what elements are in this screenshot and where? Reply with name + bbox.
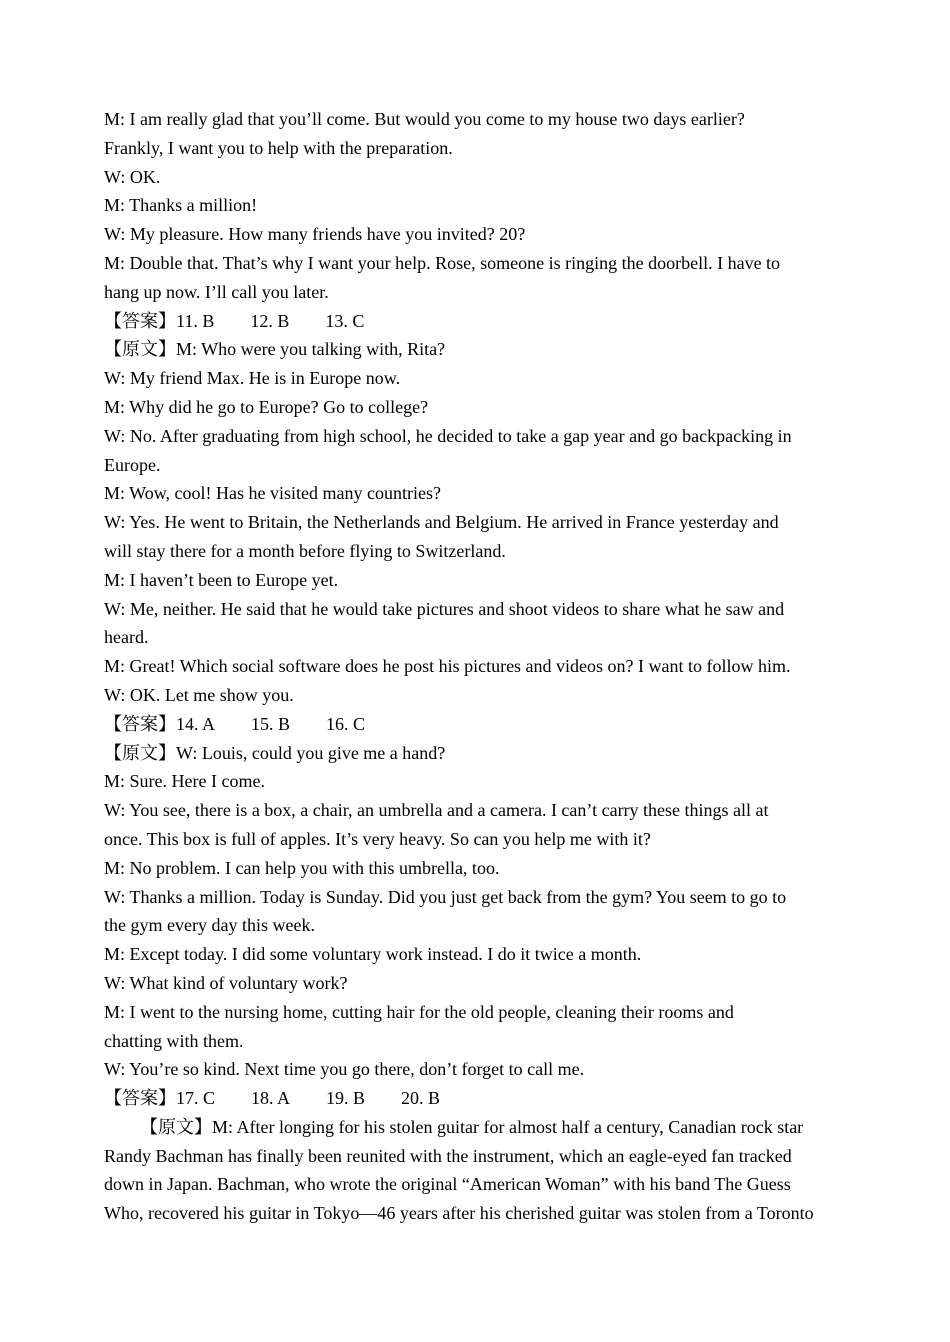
dialogue-line: M: Double that. That’s why I want your help. Rose, someone is ringing the doorbell. I have to xyxy=(104,252,781,273)
source-label: 【原文】 xyxy=(104,742,176,763)
passage-line: Randy Bachman has finally been reunited with the instrument, which an eagle-eyed fan tracked xyxy=(104,1145,792,1166)
dialogue-line: once. This box is full of apples. It’s very heavy. So can you help me with it? xyxy=(104,828,651,849)
passage-first-line xyxy=(104,1113,850,1142)
answer-item: 13. C xyxy=(325,310,365,331)
dialogue-line: W: You’re so kind. Next time you go there, don’t forget to call me. xyxy=(104,1059,585,1080)
dialogue-line: W: You see, there is a box, a chair, an umbrella and a camera. I can’t carry these things all at xyxy=(104,800,769,821)
dialogue-first-line xyxy=(104,335,850,364)
passage xyxy=(104,1113,850,1228)
passage-line: down in Japan. Bachman, who wrote the original “American Woman” with his band The Guess xyxy=(104,1174,791,1195)
source-label: 【原文】 xyxy=(104,339,176,360)
answer-item: 20. B xyxy=(401,1088,441,1109)
dialogue-line: Frankly, I want you to help with the preparation. xyxy=(104,137,453,158)
dialogue-line: M: No problem. I can help you with this umbrella, too. xyxy=(104,857,500,878)
answer-item: 19. B xyxy=(326,1088,366,1109)
dialogue-line: W: What kind of voluntary work? xyxy=(104,972,348,993)
passage-line: Who, recovered his guitar in Tokyo—46 years after his cherished guitar was stolen from a Toronto xyxy=(104,1203,814,1224)
dialogue-3 xyxy=(104,739,850,1085)
dialogue-line: Europe. xyxy=(104,454,161,475)
dialogue-first-line xyxy=(104,739,850,768)
source-label: 【原文】 xyxy=(140,1116,212,1137)
dialogue-line: M: Sure. Here I come. xyxy=(104,771,265,792)
passage-line: M: After longing for his stolen guitar for almost half a century, Canadian rock star xyxy=(212,1116,804,1137)
dialogue-line: M: I haven’t been to Europe yet. xyxy=(104,569,339,590)
dialogue-line: M: Except today. I did some voluntary work instead. I do it twice a month. xyxy=(104,944,642,965)
dialogue-line: the gym every day this week. xyxy=(104,915,315,936)
dialogue-line: M: Who were you talking with, Rita? xyxy=(176,339,446,360)
dialogue-line: M: Wow, cool! Has he visited many countries? xyxy=(104,483,441,504)
dialogue-line: M: Great! Which social software does he post his pictures and videos on? I want to follow him. xyxy=(104,656,791,677)
answer-item: 14. A xyxy=(176,713,216,734)
dialogue-line: heard. xyxy=(104,627,149,648)
dialogue-line: M: Why did he go to Europe? Go to college? xyxy=(104,396,429,417)
dialogue-line: will stay there for a month before flying to Switzerland. xyxy=(104,540,506,561)
dialogue-line: W: Yes. He went to Britain, the Netherlands and Belgium. He arrived in France yesterday and xyxy=(104,512,779,533)
dialogue-line: M: I am really glad that you’ll come. But would you come to my house two days earlier? xyxy=(104,109,745,129)
answer-label: 【答案】 xyxy=(104,713,176,734)
dialogue-2 xyxy=(104,335,850,709)
document-page xyxy=(104,105,850,1228)
dialogue-1 xyxy=(104,105,850,307)
dialogue-line: W: OK. xyxy=(104,166,161,187)
answer-item: 16. C xyxy=(326,713,366,734)
answer-label: 【答案】 xyxy=(104,1088,176,1109)
dialogue-line: W: OK. Let me show you. xyxy=(104,684,294,705)
answer-item: 17. C xyxy=(176,1088,216,1109)
dialogue-line: W: No. After graduating from high school, he decided to take a gap year and go backpacking in xyxy=(104,425,792,446)
answer-item: 15. B xyxy=(251,713,291,734)
dialogue-line: W: Thanks a million. Today is Sunday. Did you just get back from the gym? You seem to go to xyxy=(104,886,787,907)
dialogue-line: W: Me, neither. He said that he would take pictures and shoot videos to share what he saw and xyxy=(104,598,785,619)
answer-key-14-16 xyxy=(104,710,850,739)
dialogue-line: W: Louis, could you give me a hand? xyxy=(176,742,446,763)
answer-item: 11. B xyxy=(176,310,215,331)
answer-label: 【答案】 xyxy=(104,310,176,331)
dialogue-line: hang up now. I’ll call you later. xyxy=(104,281,329,302)
answer-item: 18. A xyxy=(251,1088,291,1109)
dialogue-line: M: Thanks a million! xyxy=(104,195,258,216)
dialogue-line: M: I went to the nursing home, cutting hair for the old people, cleaning their rooms and xyxy=(104,1001,734,1022)
answer-item: 12. B xyxy=(250,310,290,331)
answer-key-11-13 xyxy=(104,307,850,336)
dialogue-line: chatting with them. xyxy=(104,1030,244,1051)
answer-key-17-20 xyxy=(104,1084,850,1113)
dialogue-line: W: My pleasure. How many friends have you invited? 20? xyxy=(104,224,526,245)
dialogue-line: W: My friend Max. He is in Europe now. xyxy=(104,368,401,389)
